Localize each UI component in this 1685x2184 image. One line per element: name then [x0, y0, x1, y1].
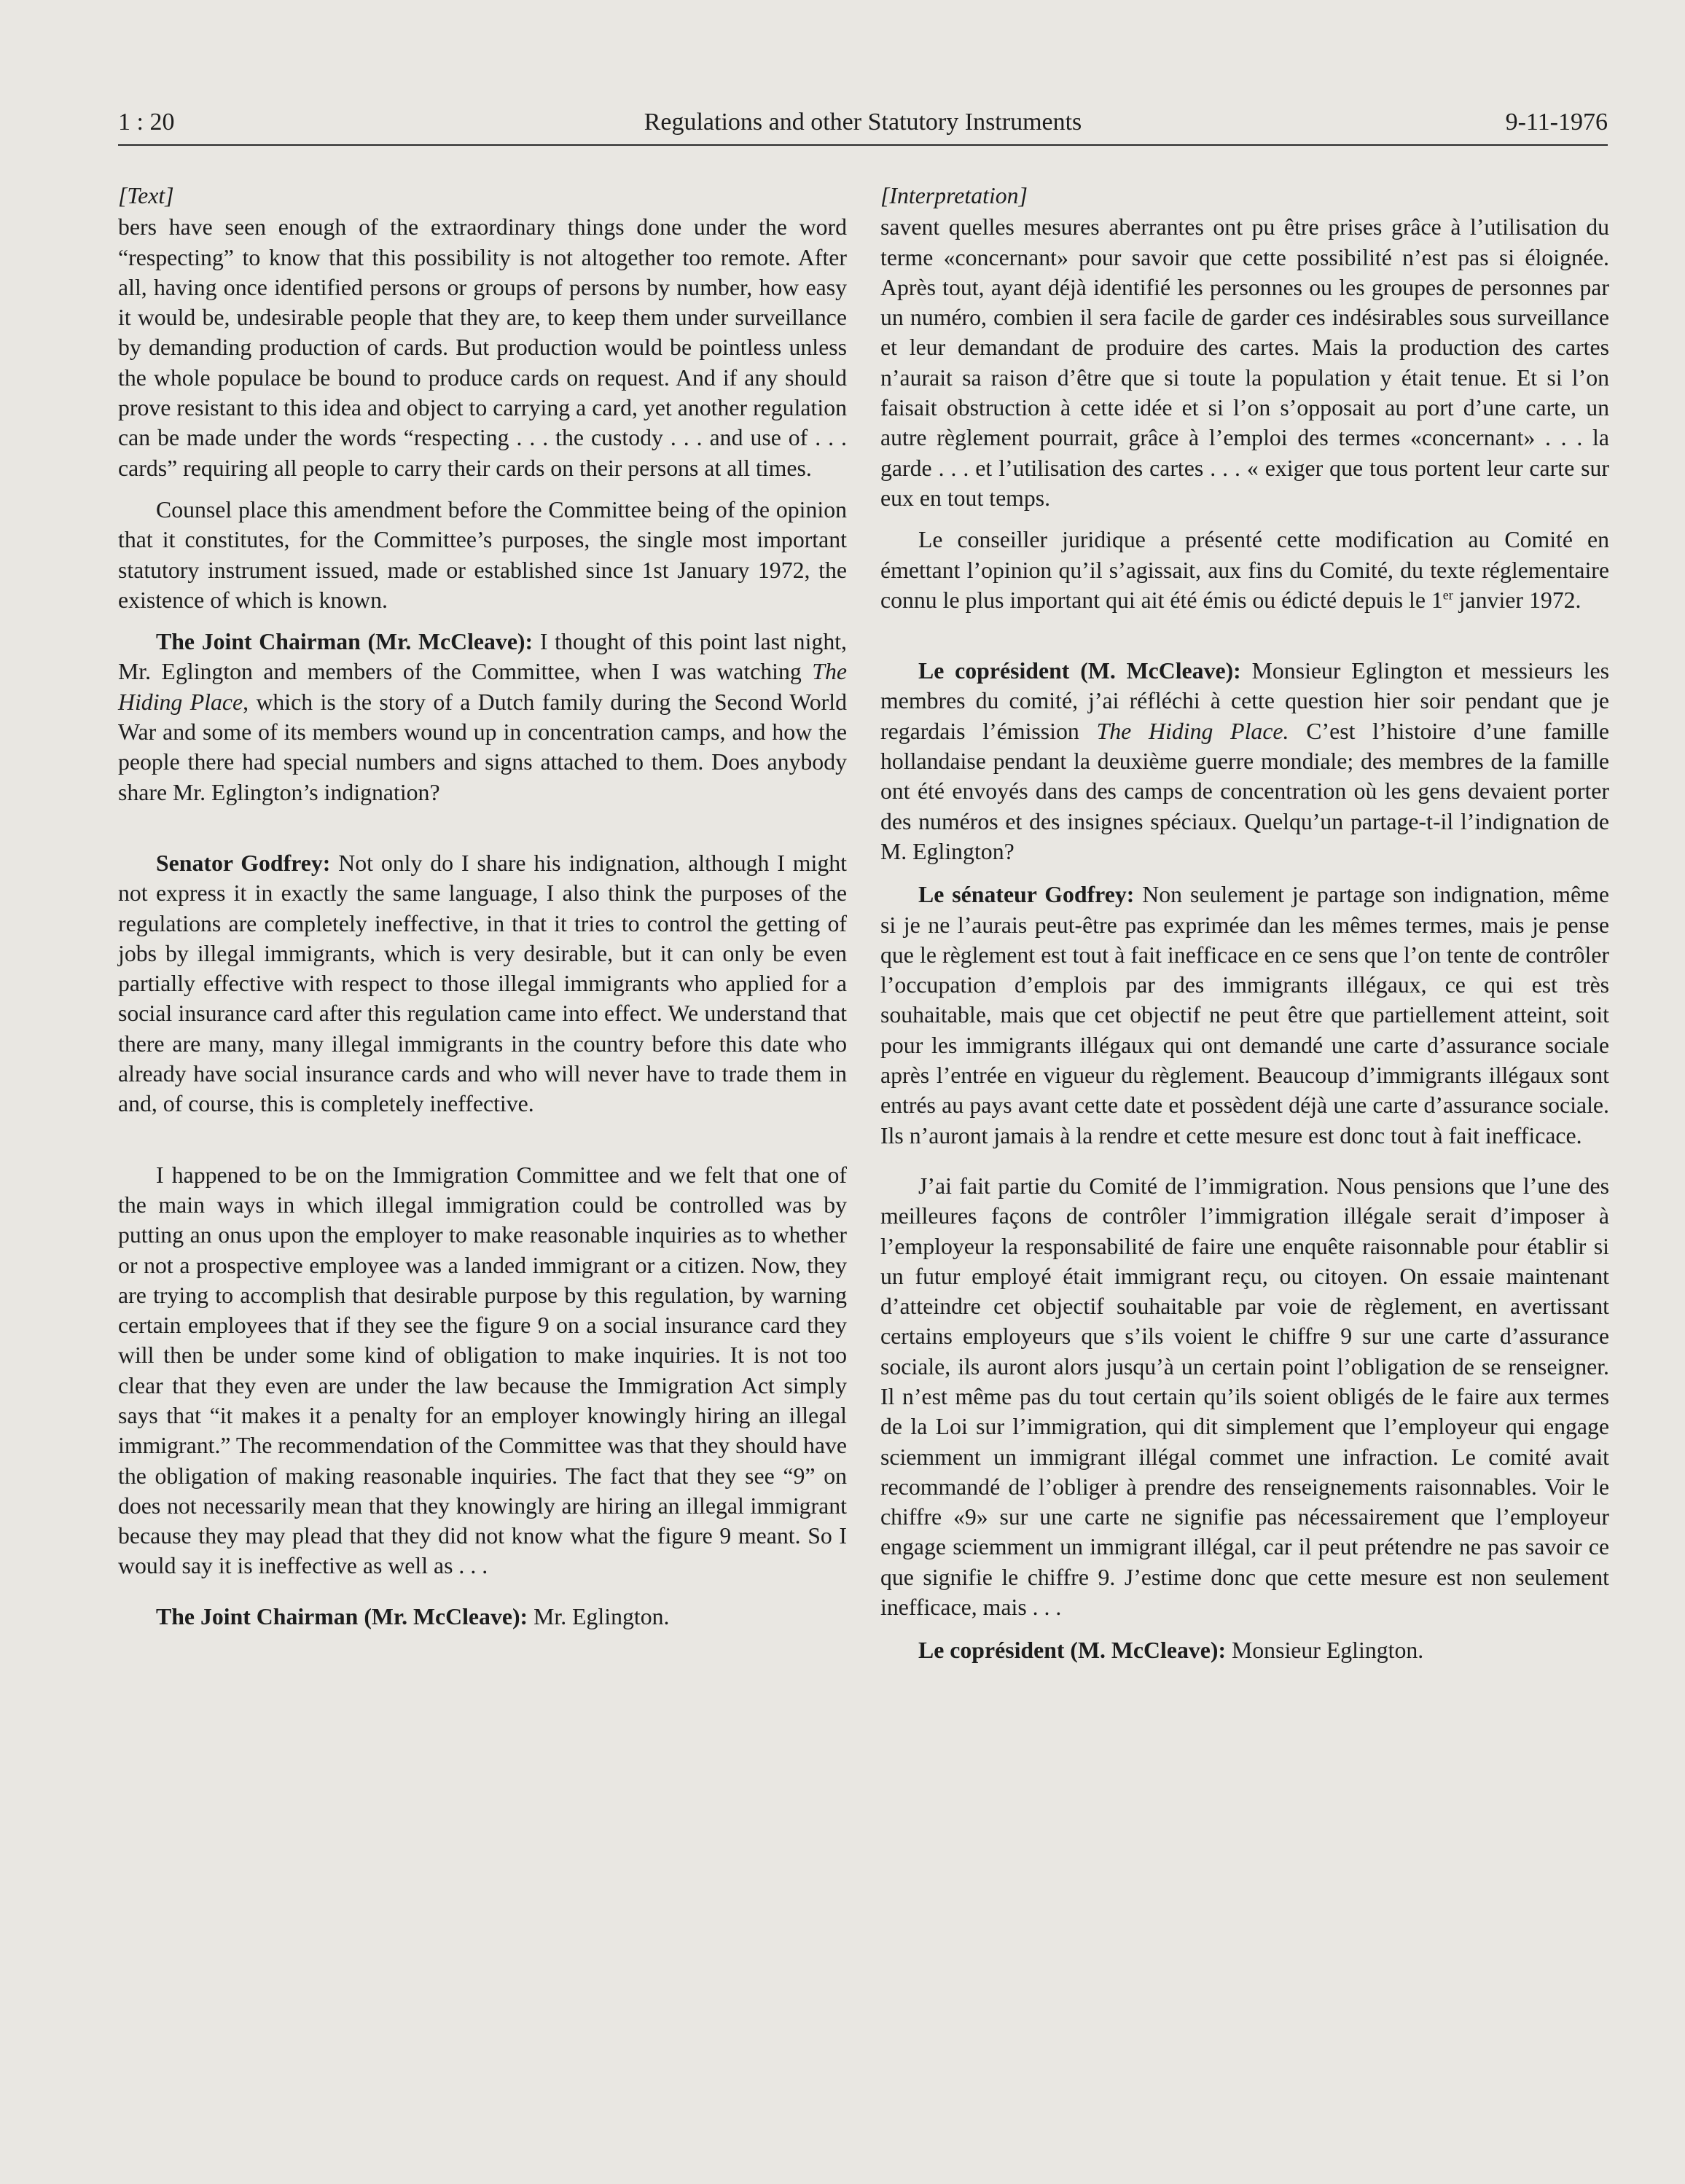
english-paragraph-4: Senator Godfrey: Not only do I share his indignation, although I might not express it in exactly the same language, I also think the purposes of the regulations are completely ineffective, in that it tries to control the getting of jobs by illegal immigrants, which is very desirable, but it can only be even partially effective with respect to those illegal immigrants who applied for a social insurance card after this regulation came into effect. We understand that there are many, many illegal immigrants in the country before this date who already have social insurance cards and who will never have to trade them in and, of course, this is completely ineffective. — [118, 850, 847, 1117]
french-paragraph-2: Le conseiller juridique a présenté cette modification au Comité en émettant l’opinion qu’il s’agissait, aux fins du Comité, du texte réglementaire connu le plus important qui ait été émis ou édicté depuis le 1er janvier 1972. — [880, 527, 1609, 613]
french-paragraph-6: Le coprésident (M. McCleave): Monsieur Eglington. — [918, 1637, 1424, 1664]
english-paragraph-6: The Joint Chairman (Mr. McCleave): Mr. Eglington. — [156, 1603, 670, 1629]
speaker-name: Senator Godfrey: — [156, 850, 331, 876]
speaker-name: Le sénateur Godfrey: — [918, 882, 1135, 908]
page-number: 1 : 20 — [118, 109, 175, 136]
english-paragraph-5: I happened to be on the Immigration Committee and we felt that one of the main ways in which illegal immigration could be controlled was by putting an onus upon the employer to make reasonable inquiries as to whether or not a prospective employee was a landed immigrant or a citizen. Now, they are trying to accomplish that desirable purpose by this regulation, by warning certain employees that if they see the figure 9 on a social insurance card they will then be under some kind of obligation to make inquiries. It is not too clear that they even are under the law because the Immigration Act simply says that “it makes it a penalty for an employer knowingly hiring an illegal immigrant.” The recommendation of the Committee was that they should have the obligation of making reasonable inquiries. The fact that they see “9” on does not necessarily mean that they knowingly are hiring an illegal immigrant because they may plead that they did not know what the figure 9 meant. So I would say it is ineffective as well as . . . — [118, 1162, 847, 1579]
english-column-label: [Text] — [118, 183, 174, 208]
speaker-name: Le coprésident (M. McCleave): — [918, 1637, 1227, 1664]
show-title: The Hiding Place — [118, 659, 847, 715]
header-date: 9-11-1976 — [1505, 109, 1608, 136]
english-paragraph-1: bers have seen enough of the extraordinary things done under the word “respecting” to know that this possibility is not altogether too remote. After all, having once identified persons or groups of persons by number, how easy it would be, undesirable people that they are, to keep them under surveillance by demanding production of cards. But production would be pointless unless the whole populace be bound to produce cards on request. And if any should prove resistant to this idea and object to carrying a card, yet another regulation can be made under the words “respecting . . . the custody . . . and use of . . . cards” requiring all people to carry their cards on their persons at all times. — [118, 214, 847, 481]
english-paragraph-3: The Joint Chairman (Mr. McCleave): I thought of this point last night, Mr. Eglington and members of the Committee, when I was watching The Hiding Place, which is the story of a Dutch family during the Second World War and some of its members wound up in concentration camps, and how the people there had special numbers and signs attached to them. Does anybody share Mr. Eglington’s indignation? — [118, 629, 847, 805]
french-paragraph-5: J’ai fait partie du Comité de l’immigration. Nous pensions que l’une des meilleures façons de contrôler l’immigration illégale serait d’imposer à l’employeur la responsabilité de faire une enquête raisonnable pour établir si un futur employé était immigrant reçu, ou citoyen. On essaie maintenant d’atteindre cet objectif souhaitable par voie de règlement, en avertissant certains employeurs que s’ils voient le chiffre 9 sur une carte d’assurance sociale, ils auront alors jusqu’à un certain point l’obligation de se renseigner. Il n’est même pas du tout certain qu’ils soient obligés de le faire aux termes de la Loi sur l’immigration, qui dit simplement que l’employeur qui engage sciemment un immigrant illégal commet une infraction. Le comité avait recommandé de l’obliger à prendre des renseignements raisonnables. Voir le chiffre «9» sur une carte ne signifie pas nécessairement que l’employeur engage sciemment un immigrant illégal, car il peut prétendre ne pas savoir ce que signifie le chiffre 9. J’estime donc que cette mesure est non seulement inefficace, mais . . . — [880, 1173, 1609, 1621]
english-column — [118, 181, 847, 1632]
french-paragraph-4: Le sénateur Godfrey: Non seulement je partage son indignation, même si je ne l’aurais peut-être pas exprimée dan les mêmes termes, mais je pense que le règlement est tout à fait inefficace en ce sens que l’on tente de contrôler l’occupation d’emplois par des immigrants illégaux, ce qui est très souhaitable, mais que cet objectif ne peut être que partiellement atteint, soit pour les immigrants illégaux qui ont demandé une carte d’assurance sociale après l’entrée en vigueur du règlement. Beaucoup d’immigrants illégaux sont entrés au pays avant cette date et possèdent déjà une carte d’assurance sociale. Ils n’auront jamais à la rendre et cette mesure est donc tout à fait inefficace. — [880, 882, 1609, 1148]
french-column-label: [Interpretation] — [880, 183, 1028, 208]
speaker-name: The Joint Chairman (Mr. McCleave): — [156, 629, 533, 655]
show-title: The Hiding Place. — [1096, 718, 1289, 744]
english-paragraph-2: Counsel place this amendment before the Committee being of the opinion that it constitutes, for the Committee’s purposes, the single most important statutory instrument issued, made or established since 1st January 1972, the existence of which is known. — [118, 496, 847, 613]
french-column — [880, 181, 1609, 1666]
superscript-er: er — [1442, 587, 1453, 603]
running-title: Regulations and other Statutory Instruments — [644, 109, 1082, 136]
french-paragraph-3: Le coprésident (M. McCleave): Monsieur Eglington et messieurs les membres du comité, j’ai réfléchi à cette question hier soir pendant que je regardais l’émission The Hiding Place. C’est l’histoire d’une famille hollandaise pendant la deuxième guerre mondiale; des membres de la famille ont été envoyés dans des camps de concentration où les gens devaient porter des numéros et des insignes spéciaux. Quelqu’un partage-t-il l’indignation de M. Eglington? — [880, 658, 1609, 864]
page-header — [118, 106, 1608, 146]
speaker-name: The Joint Chairman (Mr. McCleave): — [156, 1603, 528, 1629]
speaker-name: Le coprésident (M. McCleave): — [918, 658, 1241, 684]
french-paragraph-1: savent quelles mesures aberrantes ont pu être prises grâce à l’utilisation du terme «concernant» pour savoir que cette possibilité n’est pas si éloignée. Après tout, ayant déjà identifié les personnes ou les groupes de personnes par un numéro, combien il sera facile de garder ces indésirables sous surveillance et leur demandant de produire des cartes. Mais la production des cartes n’aurait sa raison d’être que si toute la population y était tenue. Et si l’on faisait obstruction à cette idée et si l’on s’opposait au port d’une carte, un autre règlement pourrait, grâce à l’emploi des termes «concernant» . . . la garde . . . et l’utilisation des cartes . . . « exiger que tous portent leur carte sur eux en tout temps. — [880, 214, 1609, 511]
